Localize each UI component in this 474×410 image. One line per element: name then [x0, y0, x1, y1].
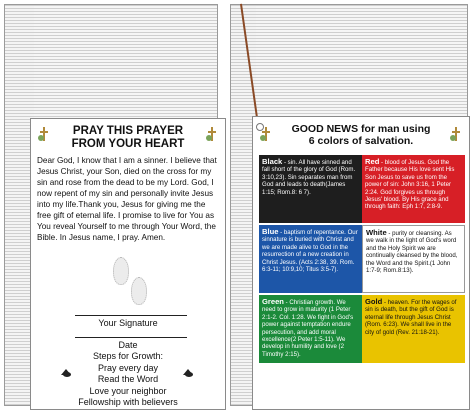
growth-title: Steps for Growth:	[92, 351, 164, 361]
prayer-title-line1: PRAY THIS PRAYER	[72, 125, 184, 137]
block-text: - baptism of repentance. Our sinnature is buried with Christ and we are made alive to God in the resurrection of a new creation in Christ Jesus. (Acts 2:38, 39. Rom. 6:3-11; 10:9,10; Titus 3:5-7).	[262, 229, 358, 274]
cross-icon	[451, 127, 461, 141]
signature-line	[75, 315, 187, 316]
news-title-line2: 6 colors of salvation.	[308, 135, 414, 147]
good-news-card	[252, 116, 470, 410]
news-title-line1: GOOD NEWS for man using	[291, 123, 431, 135]
block-keyword: Black	[262, 157, 283, 166]
dove-icon	[183, 369, 195, 378]
growth-steps	[31, 351, 225, 409]
footprints-icon	[107, 255, 151, 307]
growth-item: Pray every day	[97, 362, 159, 373]
block-keyword: Gold	[365, 297, 383, 306]
prayer-card-stack	[4, 4, 222, 406]
block-keyword: Red	[365, 157, 380, 166]
growth-item: Read the Word	[97, 374, 159, 384]
prayer-title-line2: FROM YOUR HEART	[71, 138, 185, 150]
growth-item: Love your neighbor	[89, 385, 167, 396]
signature-label: Your Signature	[98, 318, 158, 328]
color-block-blue	[259, 225, 362, 293]
block-keyword: White	[366, 228, 387, 237]
date-line	[75, 337, 187, 338]
color-block-white	[362, 225, 465, 293]
block-text: - sin. All have sinned and fall short of the glory of God (Rom. 3:10,23). Sin separates man from God and leads to death(James 1:15; Rom.8: 6 7).	[262, 159, 356, 196]
date-label: Date	[118, 340, 138, 350]
block-text: - blood of Jesus. God the Father because His love sent His Son Jesus to save us from the power of sin: John 3:16, 1 Peter 2:24. God forgives us through Jesus' blood. By His grace and through faith: Eph 1:7, 2:8-9.	[365, 159, 455, 211]
block-text: - heaven. For the wages of sin is death, but the gift of God is eternal life through Jesus Christ (Rom. 6:23). We shall live in the city of gold (Rev. 21:18-21).	[365, 299, 457, 336]
prayer-text: Dear God, I know that I am a sinner. I believe that Jesus Christ, your Son, died on the cross for my sin and rose from the dead to be my Lord. God, I now repent of my sin and personally invite Jesus into my life.Thank you, Jesus for giving me the free gift of eternal life. I promise to live for You as You reveal Yourself to me through Your Word, the Bible. In Jesus name, I pray. Amen.	[37, 156, 217, 242]
prayer-card	[30, 118, 226, 410]
block-keyword: Green	[262, 297, 284, 306]
block-text: - purity or cleansing. As we walk in the light of God's word and the Holy Spirit we are continually cleansed by the blood, the Word and the Spirit.(1 John 1:7-9; Rom.8:13).	[366, 230, 458, 275]
news-title	[275, 123, 447, 147]
block-keyword: Blue	[262, 227, 279, 236]
color-block-gold	[362, 295, 465, 363]
color-block-black	[259, 155, 362, 223]
stack-top-edge	[236, 4, 468, 122]
color-block-red	[362, 155, 465, 223]
dove-icon	[61, 369, 73, 378]
good-news-card-stack	[230, 4, 470, 406]
growth-item: Fellowship with believers	[78, 397, 178, 407]
prayer-title	[47, 125, 209, 151]
block-text: - Christian growth. We need to grow in maturity (1 Peter 2:1-2. Col. 1:28. We fight in God's power against temptation endure persecution, and add moral excellence(2 Peter 1:5-11). We develop in humility and love (2 Timothy 2:15).	[262, 299, 354, 358]
cross-icon	[261, 127, 271, 141]
color-block-green	[259, 295, 362, 363]
stack-top-edge	[10, 4, 218, 124]
